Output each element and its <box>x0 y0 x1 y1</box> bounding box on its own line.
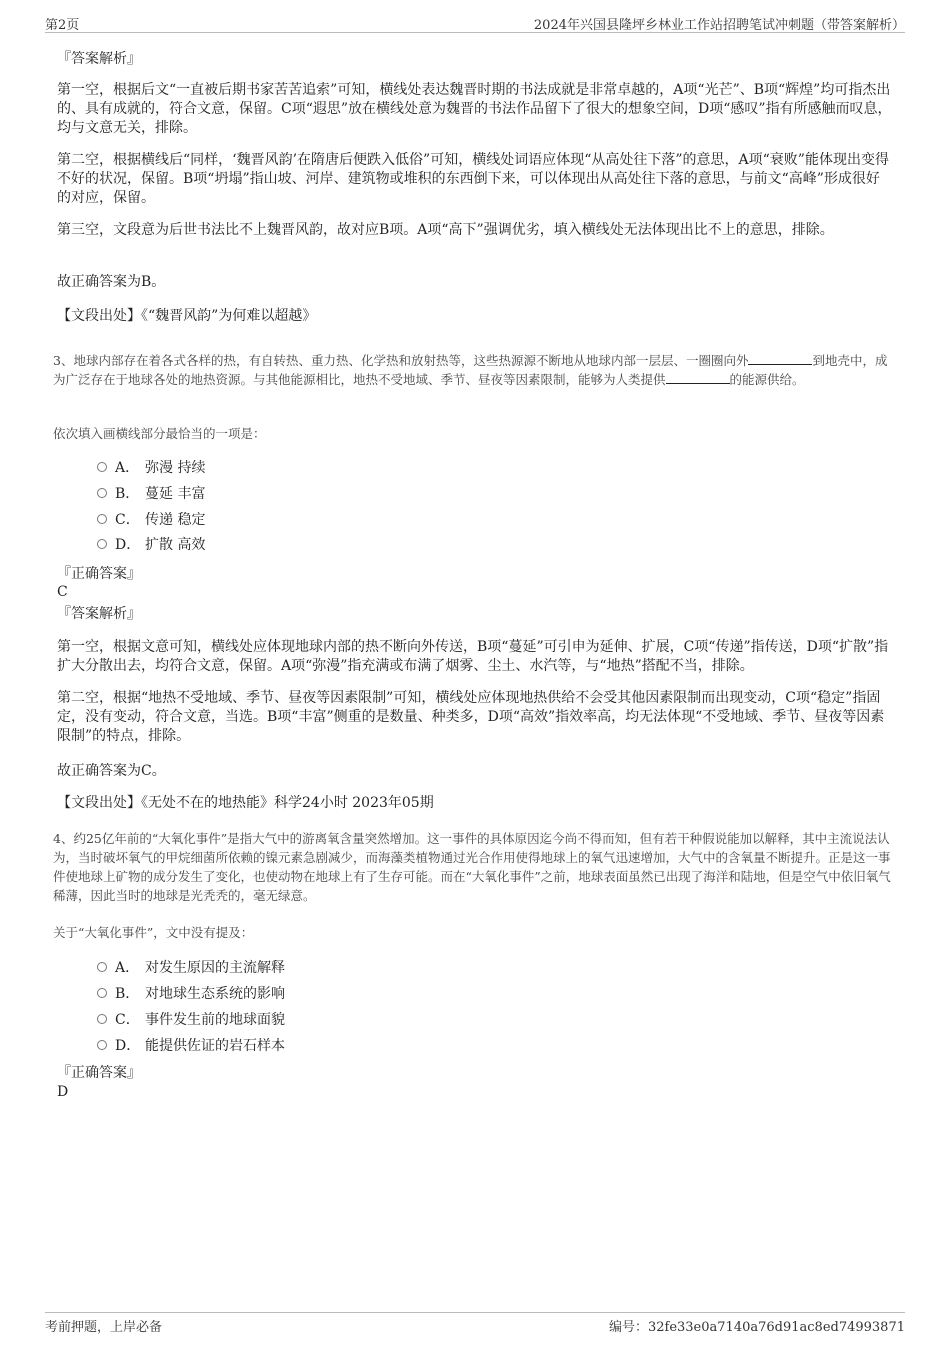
option-letter: C． <box>115 1012 140 1028</box>
q3-option-a[interactable] <box>97 458 205 478</box>
q4-answer: D <box>57 1084 69 1100</box>
option-letter: B． <box>115 986 140 1002</box>
q2-source: 【文段出处】《“魏晋风韵”为何难以超越》 <box>57 308 317 324</box>
option-text: 对发生原因的主流解释 <box>145 960 285 976</box>
q2-conclusion: 故正确答案为B。 <box>57 274 166 290</box>
radio-icon[interactable] <box>97 962 107 972</box>
page-footer <box>45 1312 905 1333</box>
document-code: 编号：32fe33e0a7140a76d91ac8ed74993871 <box>608 1320 905 1335</box>
option-text: 弥漫 持续 <box>145 460 206 476</box>
q2-analysis-para-2: 第二空，根据横线后“同样，‘魏晋风韵’在隋唐后便跌入低俗”可知，横线处词语应体现“从高处往下落”的意思，A项“衰败”能体现出变得不好的状况，保留。B项“坍塌”指山坡、河岸、建筑物或堆积的东西倒下来，可以体现出从高处往下落的意思，与前文“高峰”形成很好的对应，保留。 <box>57 152 889 206</box>
q3-analysis-para-2: 第二空，根据“地热不受地域、季节、昼夜等因素限制”可知，横线处应体现地热供给不会受其他因素限制而出现变动，C项“稳定”指固定，没有变动，符合文意，当选。B项“丰富”侧重的是数量、种类多，D项“高效”指效率高，均无法体现“不受地域、季节、昼夜等因素限制”的特点，排除。 <box>57 690 885 744</box>
option-text: 传递 稳定 <box>145 512 206 528</box>
q4-option-a[interactable] <box>97 958 285 978</box>
radio-icon[interactable] <box>97 988 107 998</box>
q3-stem-part-2: 到地壳中，成为广泛存在于地球各处的地热资源。与其他能源相比，地热不受地域、季节、昼夜等因素限制，能够为人类提供 <box>53 353 888 387</box>
q3-option-b[interactable] <box>97 484 205 504</box>
option-text: 事件发生前的地球面貌 <box>145 1012 285 1028</box>
option-letter: C． <box>115 512 140 528</box>
q4-option-c[interactable] <box>97 1010 285 1030</box>
radio-icon[interactable] <box>97 1014 107 1024</box>
q3-prompt: 依次填入画横线部分最恰当的一项是： <box>53 426 266 441</box>
q3-stem <box>53 351 895 389</box>
q3-stem-part-1: 3、地球内部存在着各式各样的热，有自转热、重力热、化学热和放射热等，这些热源源不断地从地球内部一层层、一圈圈向外 <box>53 353 749 368</box>
option-letter: D． <box>115 537 141 553</box>
fill-blank-2 <box>666 371 730 384</box>
q3-conclusion: 故正确答案为C。 <box>57 763 166 779</box>
document-title: 2024年兴国县隆坪乡林业工作站招聘笔试冲刺题（带答案解析） <box>533 18 905 33</box>
q3-analysis-label: 『答案解析』 <box>57 606 141 622</box>
option-letter: D． <box>115 1038 141 1054</box>
q3-answer: C <box>57 584 68 600</box>
q4-option-b[interactable] <box>97 984 285 1004</box>
radio-icon[interactable] <box>97 514 107 524</box>
fill-blank-1 <box>748 352 812 365</box>
option-letter: B． <box>115 486 140 502</box>
footer-slogan: 考前押题，上岸必备 <box>45 1320 163 1335</box>
q3-answer-label: 『正确答案』 <box>57 566 141 582</box>
q3-option-d[interactable] <box>97 535 205 555</box>
q4-answer-label: 『正确答案』 <box>57 1065 141 1081</box>
q4-option-d[interactable] <box>97 1036 285 1056</box>
q2-analysis-para-1: 第一空，根据后文“一直被后期书家苦苦追索”可知，横线处表达魏晋时期的书法成就是非常卓越的，A项“光芒”、B项“辉煌”均可指杰出的、具有成就的，符合文意，保留。C项“遐思”放在横线处意为魏晋的书法作品留下了很大的想象空间，D项“感叹”指有所感触而叹息，均与文意无关，排除。 <box>57 82 892 136</box>
q4-prompt: 关于“大氧化事件”，文中没有提及： <box>53 925 254 940</box>
q2-analysis-para-3: 第三空，文段意为后世书法比不上魏晋风韵，故对应B项。A项“高下”强调优劣，填入横线处无法体现出比不上的意思，排除。 <box>57 222 834 238</box>
page-header <box>45 14 905 33</box>
option-text: 对地球生态系统的影响 <box>145 986 285 1002</box>
option-text: 蔓延 丰富 <box>145 486 206 502</box>
radio-icon[interactable] <box>97 539 107 549</box>
q3-analysis-para-1: 第一空，根据文意可知，横线处应体现地球内部的热不断向外传送，B项“蔓延”可引申为延伸、扩展，C项“传递”指传送，D项“扩散”指扩大分散出去，均符合文意，保留。A项“弥漫”指充满或布满了烟雾、尘土、水汽等，与“地热”搭配不当，排除。 <box>57 639 889 674</box>
q4-stem: 4、约25亿年前的“大氧化事件”是指大气中的游离氧含量突然增加。这一事件的具体原因迄今尚不得而知，但有若干种假说能加以解释，其中主流说法认为，当时破坏氧气的甲烷细菌所依赖的镍元素急剧减少，而海藻类植物通过光合作用使得地球上的氧气迅速增加，大气中的含氧量不断提升。正是这一事件使地球上矿物的成分发生了变化，也使动物在地球上有了生存可能。而在“大氧化事件”之前，地球表面虽然已出现了海洋和陆地，但是空气中依旧氧气稀薄，因此当时的地球是光秃秃的，毫无绿意。 <box>53 831 891 903</box>
option-text: 扩散 高效 <box>145 537 206 553</box>
q3-source: 【文段出处】《无处不在的地热能》科学24小时 2023年05期 <box>57 795 434 811</box>
option-letter: A． <box>115 460 140 476</box>
q3-option-c[interactable] <box>97 510 205 530</box>
radio-icon[interactable] <box>97 488 107 498</box>
q2-analysis-label: 『答案解析』 <box>57 51 141 67</box>
option-letter: A． <box>115 960 140 976</box>
radio-icon[interactable] <box>97 462 107 472</box>
page-number: 第2页 <box>45 18 80 33</box>
q3-stem-part-3: 的能源供给。 <box>729 372 805 387</box>
radio-icon[interactable] <box>97 1040 107 1050</box>
option-text: 能提供佐证的岩石样本 <box>145 1038 285 1054</box>
